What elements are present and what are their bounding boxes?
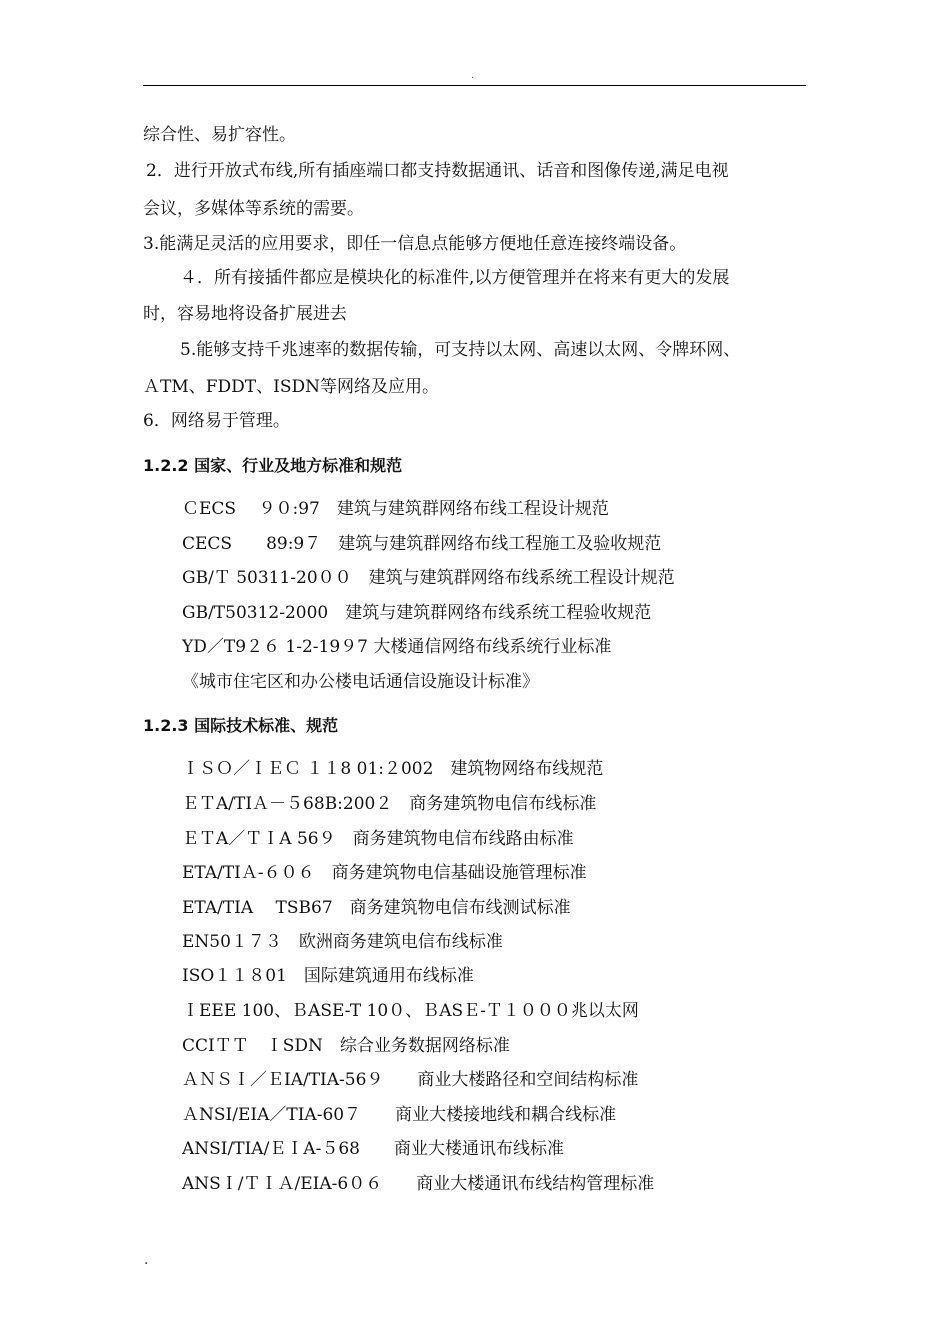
standard-item: ＥＴA／ＴＩA 56９ 商务建筑物电信布线路由标准 [182, 829, 574, 849]
standard-item: EN50１７３ 欧洲商务建筑电信布线标准 [182, 932, 503, 952]
paragraph-line: ４．所有接插件都应是模块化的标准件,以方便管理并在将来有更大的发展 [180, 268, 730, 288]
standard-item: YD／T9２６ 1-2-19９7 大楼通信网络布线系统行业标准 [182, 637, 612, 657]
standard-item: GB/Ｔ 50311-20００ 建筑与建筑群网络布线系统工程设计规范 [182, 568, 675, 588]
paragraph-line: 会议，多媒体等系统的需要。 [143, 199, 364, 219]
header-rule [143, 85, 806, 86]
standard-item: ＩEEE 100、ＢASE-T 10０、ＢASＥ-Ｔ１０００兆以太网 [182, 1001, 639, 1021]
footer-dot: . [144, 1252, 149, 1268]
standard-item: GB/T50312-2000 建筑与建筑群网络布线系统工程验收规范 [182, 603, 652, 623]
standard-item: ANSＩ/ＴＩＡ/EIA-6０６ 商业大楼通讯布线结构管理标准 [182, 1174, 655, 1194]
standard-item: ＡＮＳＩ／ＥIA/TIA-56９ 商业大楼路径和空间结构标准 [182, 1070, 639, 1090]
standard-item: ＣECS ９０:97 建筑与建筑群网络布线工程设计规范 [182, 499, 609, 519]
header-dot: . [471, 70, 475, 81]
standard-item: ETA/TIＡ-６０６ 商务建筑物电信基础设施管理标准 [182, 863, 587, 883]
standard-item: CCIＴＴ ＩSDN 综合业务数据网络标准 [182, 1036, 510, 1056]
paragraph-line: 3.能满足灵活的应用要求，即任一信息点能够方便地任意连接终端设备。 [143, 234, 687, 254]
standard-item: 《城市住宅区和办公楼电话通信设施设计标准》 [182, 672, 539, 692]
standard-item: CECS 89:9７ 建筑与建筑群网络布线工程施工及验收规范 [182, 534, 662, 554]
paragraph-line: 综合性、易扩容性。 [143, 125, 296, 145]
section-heading: 1.2.3 国际技术标准、规范 [143, 716, 339, 735]
standard-item: ANSI/TIA/ＥＩA-５68 商业大楼通讯布线标准 [182, 1139, 564, 1159]
section-heading: 1.2.2 国家、行业及地方标准和规范 [143, 456, 403, 475]
standard-item: ETA/TIA TSB67 商务建筑物电信布线测试标准 [182, 898, 571, 918]
standard-item: ISO１１８01 国际建筑通用布线标准 [182, 966, 474, 986]
paragraph-line: 时，容易地将设备扩展进去 [143, 304, 347, 324]
paragraph-line: 5.能够支持千兆速率的数据传输，可支持以太网、高速以太网、令牌环网、 [180, 340, 741, 360]
standard-item: ＥＴA/TIＡ－５68B:200２ 商务建筑物电信布线标准 [182, 794, 597, 814]
standard-item: ＡNSI/EIA／TIA-60７ 商业大楼接地线和耦合线标准 [182, 1105, 617, 1125]
paragraph-line: ＡTM、FDDT、ISDN等网络及应用。 [143, 377, 440, 397]
paragraph-line: 2．进行开放式布线,所有插座端口都支持数据通讯、话音和图像传递,满足电视 [146, 161, 729, 181]
standard-item: ＩＳＯ／ＩＥＣ １１8 01:２002 建筑物网络布线规范 [182, 759, 604, 779]
paragraph-line: 6．网络易于管理。 [143, 411, 290, 431]
